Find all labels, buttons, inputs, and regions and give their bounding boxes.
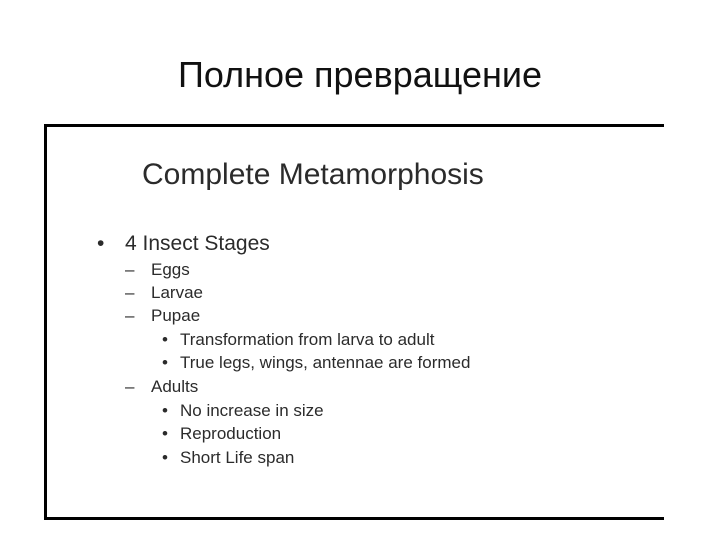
inner-heading: Complete Metamorphosis — [142, 158, 484, 191]
dash-marker: – — [125, 306, 135, 325]
pupae-detail: True legs, wings, antennae are formed — [180, 353, 471, 372]
adults-detail: No increase in size — [180, 401, 324, 420]
pupae-detail: Transformation from larva to adult — [180, 330, 435, 349]
dash-marker: – — [125, 260, 135, 279]
bullet-insect-stages: 4 Insect Stages — [125, 232, 270, 255]
stage-adults: Adults — [151, 377, 199, 396]
bullet-marker: • — [97, 232, 105, 255]
bullet-marker: • — [162, 353, 168, 372]
slide-title: Полное превращение — [178, 54, 542, 95]
bullet-marker: • — [162, 330, 168, 349]
stage-larvae: Larvae — [151, 283, 203, 302]
embedded-slide-image — [44, 124, 664, 520]
dash-marker: – — [125, 283, 135, 302]
adults-detail: Reproduction — [180, 424, 282, 443]
bullet-marker: • — [162, 401, 168, 420]
dash-marker: – — [125, 377, 135, 396]
bullet-marker: • — [162, 448, 168, 467]
bullet-marker: • — [162, 424, 168, 443]
stage-pupae: Pupae — [151, 306, 201, 325]
stage-eggs: Eggs — [151, 260, 190, 279]
adults-detail: Short Life span — [180, 448, 295, 467]
